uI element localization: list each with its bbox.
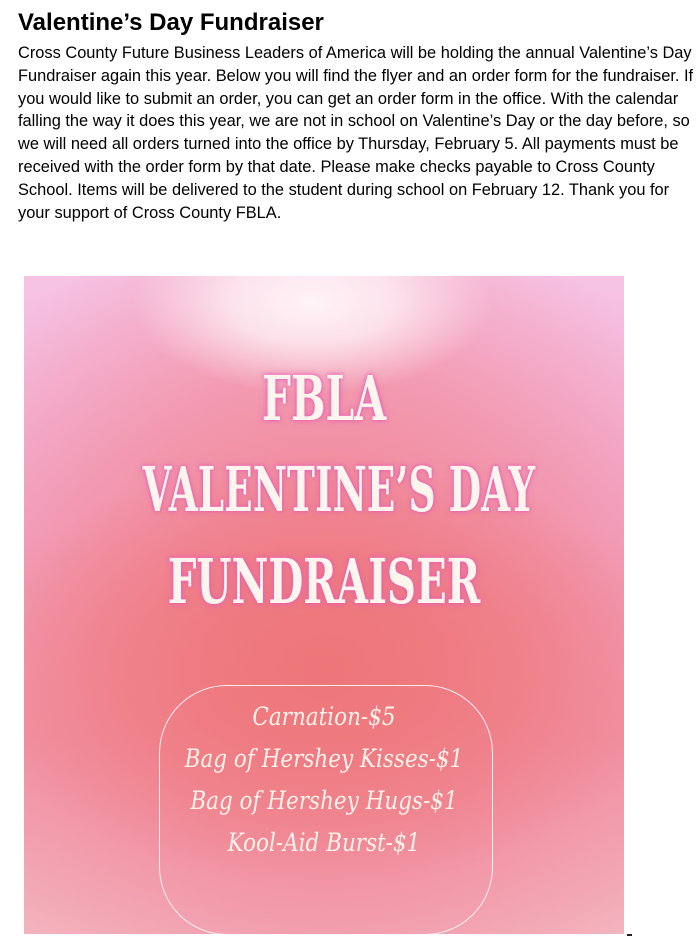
flyer-headline-line-1: FBLA: [261, 362, 387, 435]
price-item: Bag of Hershey Hugs-$1: [190, 786, 458, 815]
price-item: Bag of Hershey Kisses-$1: [184, 744, 464, 773]
flyer-headline-line-2: VALENTINE’S DAY: [142, 453, 536, 526]
page-corner-mark: [627, 934, 632, 936]
flyer-headline-line-3: FUNDRAISER: [167, 545, 481, 618]
fundraiser-flyer: [24, 276, 624, 934]
price-item: Kool-Aid Burst-$1: [227, 828, 421, 857]
price-item: Carnation-$5: [252, 702, 396, 731]
page-title: Valentine’s Day Fundraiser: [18, 9, 324, 36]
intro-paragraph: Cross County Future Business Leaders of America will be holding the annual Valentine’s Day Fundraiser again this year. Below you will find the flyer and an order form for the fundraiser. If you would like to submit an order, you can get an order form in the office. With the calendar falling the way it does this year, we are not in school on Valentine’s Day or the day before, so we will need all orders turned into the office by Thursday, February 5. All payments must be received with the order form by that date. Please make checks payable to Cross County School. Items will be delivered to the student during school on February 12. Thank you for your support of Cross County FBLA.: [18, 44, 694, 222]
